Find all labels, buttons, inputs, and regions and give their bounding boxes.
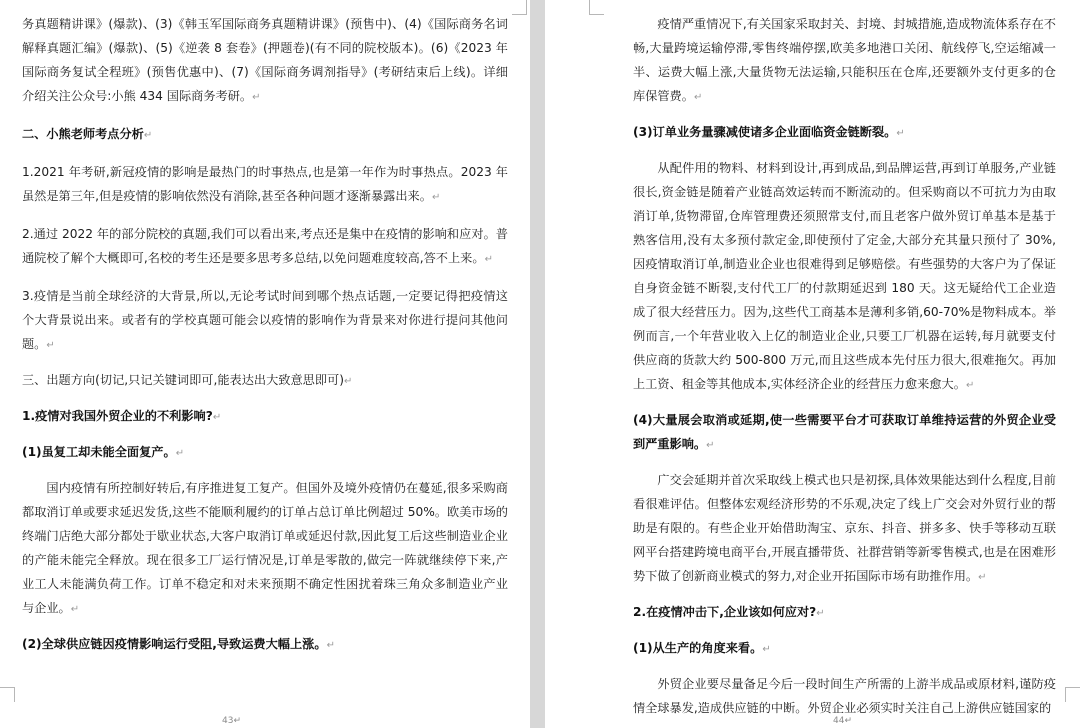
subheading: (1)从生产的角度来看。↵ [633,641,771,655]
paragraph: 广交会延期并首次采取线上模式也只是初探,具体效果能达到什么程度,目前看很难评估。但整体宏观经济形势的不乐观,决定了线上广交会对外贸行业的帮助是有限的。有些企业开始借助淘宝、京东、抖音、拼多多、快手等移动互联网平台搭建跨境电商平台,开展直播带货、社群营销等新零售模式,也是在困难形势下做了创新商业模式的努力,对企业开拓国际市场有助推作用。↵ [633,473,1056,583]
subheading: (3)订单业务量骤减使诸多企业面临资金链断裂。↵ [633,125,905,139]
page-corner-mark [1065,687,1080,702]
page-content [22,12,508,658]
document-page-right [545,0,1080,728]
paragraph: 务真题精讲课》(爆款)、(3)《韩玉军国际商务真题精讲课》(预售中)、(4)《国际商务名词解释真题汇编》(爆款)、(5)《逆袭 8 套卷》(押题卷)(有不同的院校版本)。(6)《2023 年国际商务复试全程班》(预售优惠中)、(7)《国际商务调剂指导》(考研结束后上线)。详细介绍关注公众号:小熊 434 国际商务考研。↵ [22,17,508,103]
section-heading: 二、小熊老师考点分析↵ [22,127,153,141]
paragraph: 3.疫情是当前全球经济的大背景,所以,无论考试时间到哪个热点话题,一定要记得把疫情这个大背景说出来。或者有的学校真题可能会以疫情的影响作为背景来对你进行提问其他问题。↵ [22,289,508,351]
paragraph: 从配件用的物料、材料到设计,再到成品,到品牌运营,再到订单服务,产业链很长,资金链是随着产业链高效运转而不断流动的。但采购商以不可抗力为由取消订单,货物滞留,仓库管理费还须照常支付,而且老客户做外贸订单基本是基于熟客信用,没有太多预付款定金,即使预付了定金,大部分充其量只预付了 30%,因疫情取消订单,制造业企业也很难得到足够赔偿。有些强势的大客户为了保证自身资金链不断裂,支付代工厂的付款期延迟到 180 天。这无疑给代工企业造成了很大经营压力。因为,这些代工商基本是薄利多销,60-70%是物料成本。举例而言,一个年营业收入上亿的制造业企业,只要工厂机器在运转,每月就要支付供应商的货款大约 500-800 万元,而且这些成本先付压力很大,很难拖欠。再加上工资、租金等其他成本,实体经济企业的经营压力愈来愈大。↵ [633,161,1056,391]
page-corner-mark [589,0,604,15]
subheading: (1)虽复工却未能全面复产。↵ [22,445,185,459]
paragraph: 国内疫情有所控制好转后,有序推进复工复产。但国外及境外疫情仍在蔓延,很多采购商都取消订单或要求延迟发货,这些不能顺利履约的订单占总订单比例超过 50%。欧美市场的终端门店绝大部分都处于歇业状态,大客户取消订单或延迟付款,因此复工后这些制造业企业的产能未能完全释放。现在很多工厂运行情况是,订单是零散的,做完一阵就继续停下来,产业工人未能满负荷工作。订单不稳定和对未来预期不确定性困扰着珠三角众多制造业产业与企业。↵ [22,481,508,615]
page-content [633,12,1056,720]
section-heading: 三、出题方向(切记,只记关键词即可,能表达出大致意思即可)↵ [22,373,353,387]
paragraph: 1.2021 年考研,新冠疫情的影响是最热门的时事热点,也是第一年作为时事热点。2023 年虽然是第三年,但是疫情的影响依然没有消除,甚至各种问题才逐渐暴露出来。↵ [22,165,508,203]
paragraph: 外贸企业要尽量备足今后一段时间生产所需的上游半成品或原材料,谨防疫情全球暴发,造成供应链的中断。外贸企业必须实时关注自己上游供应链国家的 [633,677,1056,715]
subheading: (2)全球供应链因疫情影响运行受阻,导致运费大幅上涨。↵ [22,637,335,651]
subheading: (4)大量展会取消或延期,使一些需要平台才可获取订单维持运营的外贸企业受到严重影响。↵ [633,413,1056,451]
paragraph: 疫情严重情况下,有关国家采取封关、封境、封城措施,造成物流体系存在不畅,大量跨境运输停滞,零售终端停摆,欧美多地港口关闭、航线停飞,空运缩减一半、运费大幅上涨,大量货物无法运输,只能积压在仓库,还要额外支付更多的仓库保管费。↵ [633,17,1056,103]
question-heading: 1.疫情对我国外贸企业的不利影响?↵ [22,409,222,423]
document-page-left [0,0,530,728]
page-number: 44↵ [833,716,852,726]
paragraph: 2.通过 2022 年的部分院校的真题,我们可以看出来,考点还是集中在疫情的影响和应对。普通院校了解个大概即可,名校的考生还是要多思考多总结,以免问题难度较高,答不上来。↵ [22,227,508,265]
page-corner-mark [0,687,15,702]
page-number: 43↵ [222,716,241,726]
page-corner-mark [512,0,527,15]
question-heading: 2.在疫情冲击下,企业该如何应对?↵ [633,605,825,619]
